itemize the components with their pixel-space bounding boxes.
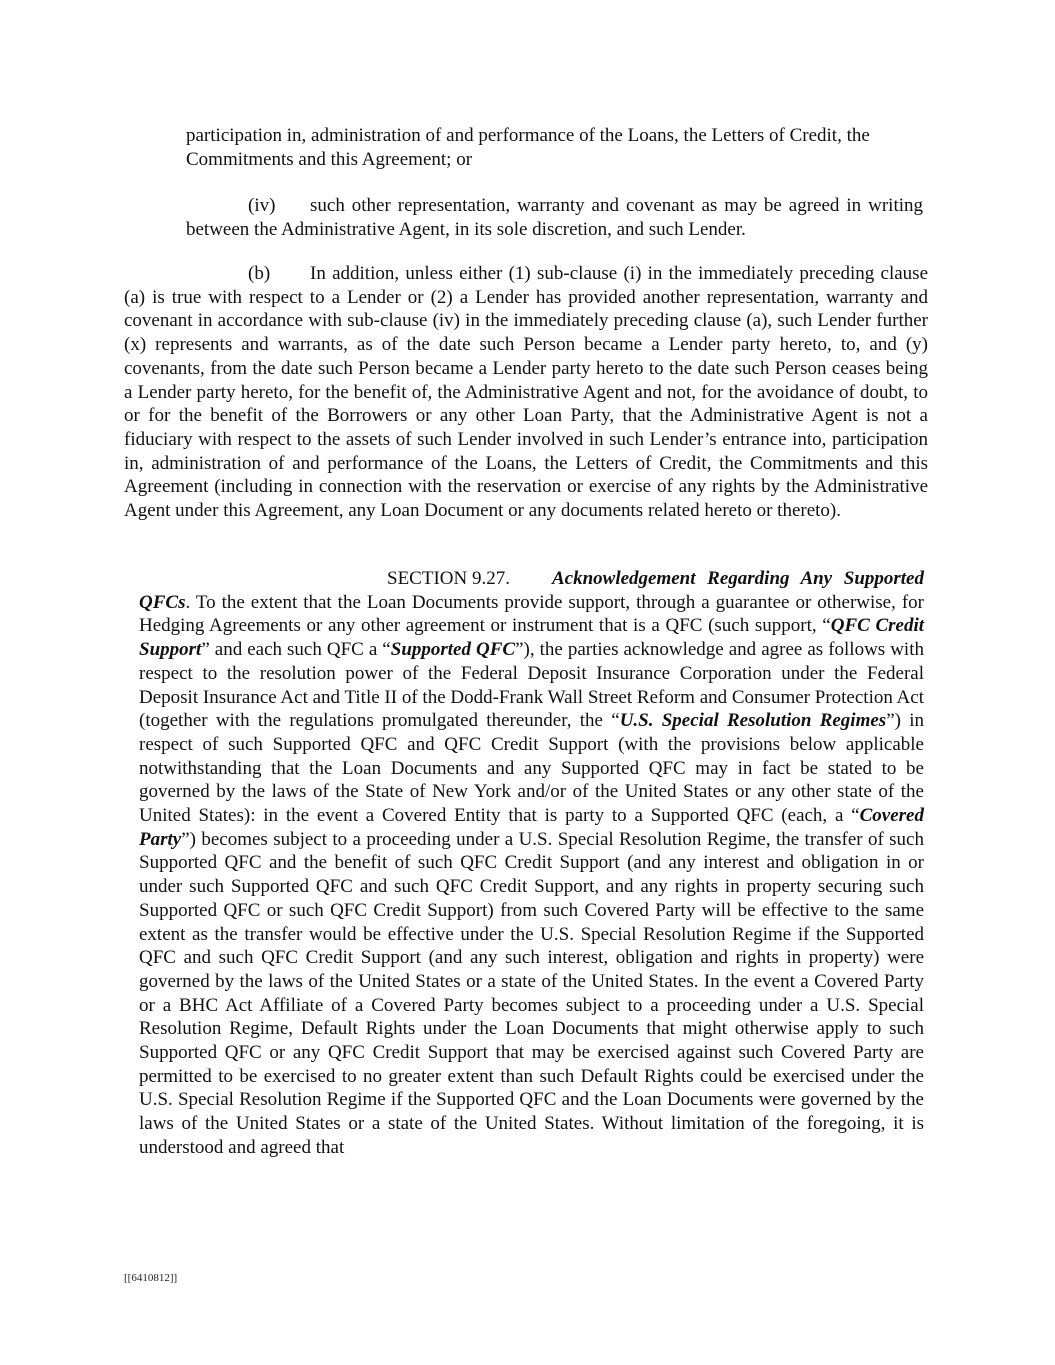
defined-term: QFC Credit Support: [139, 615, 925, 661]
paragraph-text: ” and each such QFC a “: [201, 639, 391, 661]
clause-number: (b): [248, 263, 271, 284]
clause-number: (iv): [248, 195, 276, 216]
paragraph-text: participation in, administration of and performance of the Loans, the Letters of Credit, the Commitments and this Agreement; or: [186, 125, 870, 170]
paragraph-text: ”) becomes subject to a proceeding under a U.S. Special Resolution Regime, the transfer of such Supported QFC and the benefit of such QFC Credit Support (and any interest and obligation in or under such Supported QFC and such QFC Credit Support, and any rights in property securing such Supported QFC or such QFC Credit Support) from such Covered Party will be effective to the same extent as the transfer would be effective under the U.S. Special Resolution Regime if the Supported QFC and such QFC Credit Support (and any such interest, obligation and rights in property) were governed by the laws of the United States or a state of the United States. In the event a Covered Party or a BHC Act Affiliate of a Covered Party becomes subject to a proceeding under a U.S. Special Resolution Regime, Default Rights under the Loan Documents that might otherwise apply to such Supported QFC or any QFC Credit Support that may be exercised against such Covered Party are permitted to be exercised to no greater extent than such Default Rights could be exercised under the U.S. Special Resolution Regime if the Supported QFC and the Loan Documents were governed by the laws of the United States or a state of the United States. Without limitation of the foregoing, it is understood and agreed that: [139, 828, 924, 1158]
paragraph-text: ”), the parties acknowledge and agree as follows with respect to the resolution power of the Federal Deposit Insurance Corporation under the Federal Deposit Insurance Act and Title II of the Dodd-Frank Wall Street Reform and Consumer Protection Act (together with the regulations promulgated thereunder, the “: [139, 639, 924, 732]
paragraph-text: . To the extent that the Loan Documents provide support, through a guarantee or otherwise, for Hedging Agreements or any other agreement or instrument that is a QFC (such support, “: [139, 591, 924, 637]
section-9-27: [139, 567, 924, 1160]
paragraph-text: such other representation, warranty and covenant as may be agreed in writing between the Administrative Agent, in its sole discretion, and such Lender.: [186, 195, 923, 240]
defined-term: U.S. Special Resolution Regimes: [619, 710, 887, 732]
paragraph-text: In addition, unless either (1) sub-clause (i) in the immediately preceding clause (a) is true with respect to a Lender or (2) a Lender has provided another representation, warranty and covenant in accordance with sub-clause (iv) in the immediately preceding clause (a), such Lender further (x) represents and warrants, as of the date such Person became a Lender party hereto, to, and (y) covenants, from the date such Person became a Lender party hereto to the date such Person ceases being a Lender party hereto, for the benefit of, the Administrative Agent and not, for the avoidance of doubt, to or for the benefit of the Borrowers or any other Loan Party, that the Administrative Agent is not a fiduciary with respect to the assets of such Lender involved in such Lender’s entrance into, participation in, administration of and performance of the Loans, the Letters of Credit, the Commitments and this Agreement (including in connection with the reservation or exercise of any rights by the Administrative Agent under this Agreement, any Loan Document or any documents related hereto or thereto).: [124, 263, 928, 522]
defined-term: Supported QFC: [390, 639, 516, 661]
paragraph-clause-iv: [186, 194, 923, 241]
defined-term: Covered Party: [139, 805, 924, 850]
section-heading: Acknowledgement Regarding Any Supported QFCs: [139, 568, 924, 613]
footer-doc-id: [[6410812]]: [124, 1272, 178, 1284]
paragraph-text: ”) in respect of such Supported QFC and QFC Credit Support (with the provisions below applicable notwithstanding that the Loan Documents and any Supported QFC may in fact be stated to be governed by the laws of the State of New York and/or of the United States or any other state of the United States): in the event a Covered Entity that is party to a Supported QFC (each, a “: [139, 710, 924, 827]
paragraph-continuation: [186, 124, 929, 171]
section-number: SECTION 9.27.: [387, 568, 510, 589]
paragraph-clause-b: [124, 262, 928, 523]
